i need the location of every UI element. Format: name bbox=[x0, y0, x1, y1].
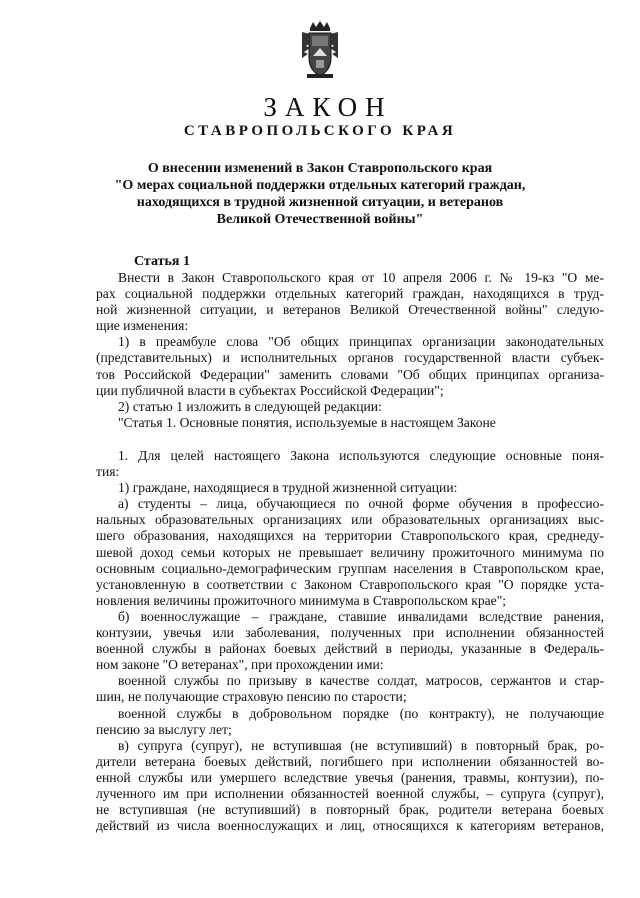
body-line: 2) статью 1 изложить в следующей редакции: bbox=[118, 398, 382, 414]
body-text-part-2 bbox=[96, 448, 604, 834]
body-line: 1) в преамбуле слова "Об общих принципах организации законодательных bbox=[118, 334, 604, 350]
law-heading bbox=[0, 160, 640, 228]
body-line: 1. Для целей настоящего Закона используются следующие основные поня- bbox=[118, 448, 604, 463]
body-line: военной службы по призыву в качестве солдат, матросов, сержантов и стар- bbox=[118, 673, 604, 689]
body-line: б) военнослужащие – граждане, ставшие инвалидами вследствие ранения, bbox=[118, 608, 604, 624]
body-line: ции публичной власти в субъектах Российской Федерации"; bbox=[96, 382, 444, 398]
body-text-part-1 bbox=[96, 270, 604, 431]
body-line: новления величины прожиточного минимума в Ставропольском крае"; bbox=[96, 592, 507, 608]
body-line: тия: bbox=[96, 464, 120, 480]
body-line: пенсию за выслугу лет; bbox=[96, 721, 232, 737]
body-line: енной службы или умершего вследствие увечья (ранения, травмы, контузии), по- bbox=[96, 769, 604, 785]
body-line: тов Российской Федерации" заменить словами "Об общих принципах организа- bbox=[96, 366, 604, 382]
body-line: действий из числа военнослужащих и лиц, относящихся к категориям ветеранов, bbox=[96, 818, 604, 834]
body-line: рах социальной поддержки отдельных категорий граждан, находящихся в труд- bbox=[96, 286, 604, 302]
body-line: "Статья 1. Основные понятия, используемые в настоящем Законе bbox=[118, 414, 496, 430]
body-line: основным социально-демографическим группам населения в Ставропольском крае, bbox=[96, 560, 604, 576]
heading-line: О внесении изменений в Закон Ставропольского края bbox=[147, 161, 493, 176]
body-line: контузии, увечья или заболевания, полученных при исполнении обязанностей bbox=[96, 625, 604, 641]
stavropol-coat-of-arms-icon bbox=[298, 20, 342, 80]
emblem-container bbox=[0, 20, 640, 85]
document-subtitle: СТАВРОПОЛЬСКОГО КРАЯ bbox=[183, 123, 457, 139]
body-line: щие изменения: bbox=[96, 318, 189, 334]
document-title: ЗАКОН bbox=[263, 92, 393, 122]
body-line: шевой доход семьи которых не превышает величину прожиточного минимума по bbox=[96, 544, 604, 560]
body-line: (представительных) и исполнительных органов государственной власти субъек- bbox=[96, 350, 604, 366]
body-line: дители ветерана боевых действий, погибшего при исполнении обязанностей во- bbox=[96, 753, 604, 769]
heading-line: находящихся в трудной жизненной ситуации, и ветеранов bbox=[136, 195, 504, 210]
body-line: Внести в Закон Ставропольского края от 10 апреля 2006 г. № 19-кз "О ме- bbox=[118, 270, 604, 285]
body-line: ном законе "О ветеранах", при прохождении ими: bbox=[96, 657, 384, 673]
body-line: а) студенты – лица, обучающиеся по очной форме обучения в профессио- bbox=[118, 496, 604, 512]
body-line: шин, не получающие страховую пенсию по старости; bbox=[96, 689, 407, 705]
body-line: в) супруга (супруг), не вступившая (не вступивший) в повторный брак, ро- bbox=[118, 737, 604, 753]
body-line: военной службы в добровольном порядке (по контракту), не получающие bbox=[118, 705, 604, 721]
body-line: не вступившая (не вступивший) в повторный брак, родители ветерана боевых bbox=[96, 802, 604, 818]
heading-line: Великой Отечественной войны" bbox=[216, 212, 424, 227]
heading-line: "О мерах социальной поддержки отдельных категорий граждан, bbox=[114, 178, 526, 193]
body-line: военной службы в районах боевых действий в периоды, указанные в Федераль- bbox=[96, 641, 604, 657]
body-line: 1) граждане, находящиеся в трудной жизненной ситуации: bbox=[118, 480, 458, 496]
article-title: Статья 1 bbox=[134, 254, 190, 269]
body-line: лученного им при исполнении обязанностей военной службы, – супруга (супруг), bbox=[96, 785, 604, 801]
body-line: ной жизненной ситуации, и ветеранов Великой Отечественной войны" следую- bbox=[96, 302, 604, 318]
body-line: шего образования, находящихся на территории Ставропольского края, среднеду- bbox=[96, 528, 604, 544]
body-line: нальных образовательных организациях или образовательных организациях выс- bbox=[96, 512, 604, 528]
body-line: установленную в соответствии с Законом Ставропольского края "О порядке уста- bbox=[96, 576, 604, 592]
